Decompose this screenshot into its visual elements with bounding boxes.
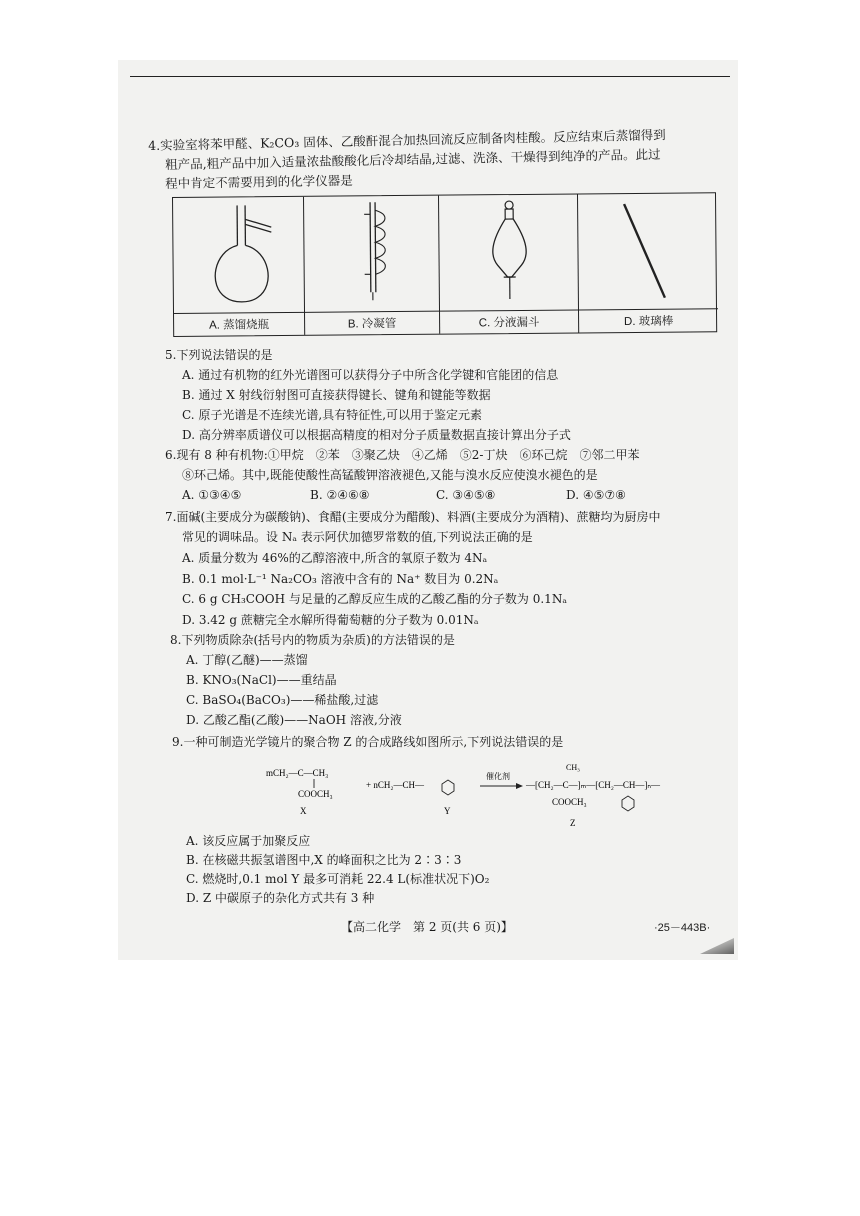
apparatus-cell-c bbox=[439, 194, 579, 333]
q4-line-1: 4.实验室将苯甲醛、K₂CO₃ 固体、乙酸酐混合加热回流反应制备肉桂酸。反应结束后蒸馏得到 bbox=[148, 127, 666, 153]
q9-option-d: D. Z 中碳原子的杂化方式共有 3 种 bbox=[186, 891, 375, 905]
q8-option-b: B. KNO₃(NaCl)——重结晶 bbox=[186, 673, 337, 687]
apparatus-label-d: D. 玻璃棒 bbox=[579, 308, 718, 332]
q5-option-b: B. 通过 X 射线衍射图可直接获得键长、键角和键能等数据 bbox=[182, 388, 491, 402]
glass-rod-icon bbox=[578, 193, 718, 312]
z-methyl: CH₃ bbox=[566, 764, 580, 772]
apparatus-label-a: A. 蒸馏烧瓶 bbox=[174, 312, 304, 336]
q9-option-c: C. 燃烧时,0.1 mol Y 最多可消耗 22.4 L(标准状况下)O₂ bbox=[186, 872, 490, 886]
q7-option-d: D. 3.42 g 蔗糖完全水解所得葡萄糖的分子数为 0.01Nₐ bbox=[182, 613, 479, 627]
z-label: Z bbox=[570, 818, 576, 828]
header-rule bbox=[130, 76, 730, 77]
z-structure-main: —[CH₂—C—]ₘ—[CH₂—CH—]ₙ— bbox=[526, 780, 660, 790]
q8-option-a: A. 丁醇(乙醚)——蒸馏 bbox=[186, 653, 308, 667]
q8-option-c: C. BaSO₄(BaCO₃)——稀盐酸,过滤 bbox=[186, 693, 379, 707]
benzene-ring-icon bbox=[442, 780, 454, 795]
apparatus-label-b: B. 冷凝管 bbox=[305, 311, 439, 335]
q9-option-a: A. 该反应属于加聚反应 bbox=[186, 834, 311, 848]
q8-stem: 8.下列物质除杂(括号内的物质为杂质)的方法错误的是 bbox=[170, 633, 455, 647]
q6-option-c: C. ③④⑤⑧ bbox=[436, 488, 496, 502]
q6-option-a: A. ①③④⑤ bbox=[182, 488, 242, 502]
q5-option-d: D. 高分辨率质谱仪可以根据高精度的相对分子质量数据直接计算出分子式 bbox=[182, 428, 571, 442]
q9-stem: 9.一种可制造光学镜片的聚合物 Z 的合成路线如图所示,下列说法错误的是 bbox=[172, 735, 564, 749]
q9-option-b: B. 在核磁共振氢谱图中,X 的峰面积之比为 2∶3∶3 bbox=[186, 853, 462, 867]
q4-line-3: 程中肯定不需要用到的化学仪器是 bbox=[165, 172, 353, 191]
q7-line-1: 7.面碱(主要成分为碳酸钠)、食醋(主要成分为醋酸)、料酒(主要成分为酒精)、蔗糖均为厨房中 bbox=[165, 510, 661, 524]
q5-option-c: C. 原子光谱是不连续光谱,具有特征性,可以用于鉴定元素 bbox=[182, 408, 483, 422]
apparatus-cell-b bbox=[304, 196, 440, 335]
reaction-arrow-icon bbox=[516, 783, 523, 789]
q6-line-2: ⑧环己烯。其中,既能使酸性高锰酸钾溶液褪色,又能与溴水反应使溴水褪色的是 bbox=[182, 468, 598, 482]
q7-option-b: B. 0.1 mol·L⁻¹ Na₂CO₃ 溶液中含有的 Na⁺ 数目为 0.2Nₐ bbox=[182, 572, 499, 586]
separatory-funnel-icon bbox=[439, 194, 579, 313]
z-structure-bottom: COOCH₃ bbox=[552, 797, 587, 807]
q8-option-d: D. 乙酸乙酯(乙酸)——NaOH 溶液,分液 bbox=[186, 713, 402, 727]
apparatus-table bbox=[172, 192, 717, 337]
apparatus-label-c: C. 分液漏斗 bbox=[440, 309, 578, 333]
apparatus-cell-d bbox=[578, 193, 718, 332]
distillation-flask-icon bbox=[173, 197, 305, 316]
q7-option-a: A. 质量分数为 46%的乙醇溶液中,所含的氧原子数为 4Nₐ bbox=[182, 551, 488, 565]
q6-line-1: 6.现有 8 种有机物:①甲烷 ②苯 ③聚乙炔 ④乙烯 ⑤2-丁炔 ⑥环己烷 ⑦邻二甲苯 bbox=[165, 448, 640, 462]
y-label: Y bbox=[444, 806, 451, 816]
condenser-icon bbox=[304, 196, 440, 315]
q5-option-a: A. 通过有机物的红外光谱图可以获得分子中所含化学键和官能团的信息 bbox=[182, 368, 559, 382]
page-footer: 【高二化学 第 2 页(共 6 页)】 bbox=[341, 920, 513, 934]
q5-stem: 5.下列说法错误的是 bbox=[165, 348, 273, 362]
apparatus-cell-a bbox=[173, 197, 305, 336]
q4-line-2: 粗产品,粗产品中加入适量浓盐酸酸化后冷却结晶,过滤、洗涤、干燥得到纯净的产品。此过 bbox=[165, 146, 661, 172]
x-structure-top: mCH₂—C—CH₃ bbox=[266, 768, 329, 778]
y-structure: + nCH₂—CH— bbox=[366, 780, 424, 790]
q7-option-c: C. 6 g CH₃COOH 与足量的乙醇反应生成的乙酸乙酯的分子数为 0.1Nₐ bbox=[182, 592, 567, 606]
exam-code: ·25－443B· bbox=[654, 922, 711, 934]
q6-option-b: B. ②④⑥⑧ bbox=[310, 488, 370, 502]
q7-line-2: 常见的调味品。设 Nₐ 表示阿伏加德罗常数的值,下列说法正确的是 bbox=[182, 530, 533, 544]
reaction-equation bbox=[190, 764, 710, 832]
benzene-ring-icon bbox=[622, 796, 634, 811]
q6-option-d: D. ④⑤⑦⑧ bbox=[566, 488, 626, 502]
x-label: X bbox=[300, 806, 307, 816]
catalyst-label: 催化剂 bbox=[486, 772, 510, 781]
reaction-scheme-svg bbox=[190, 764, 710, 832]
x-structure-bottom: COOCH₃ bbox=[298, 789, 333, 799]
